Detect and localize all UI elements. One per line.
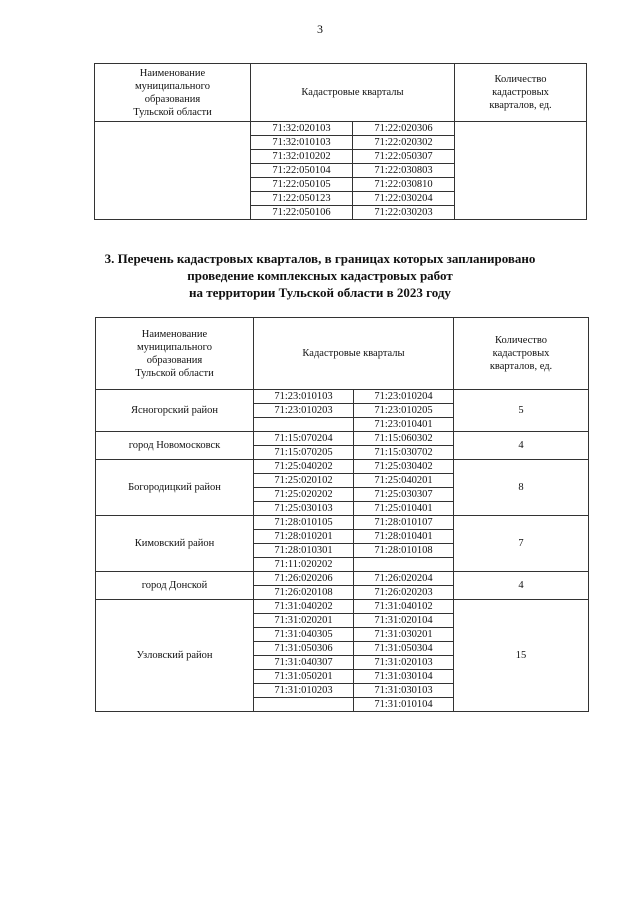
quarter-cell: 71:22:050123 [251, 192, 353, 206]
municipality-header: Наименование муниципального образования Тульской области [96, 318, 254, 390]
quarter-cell: 71:22:050104 [251, 164, 353, 178]
quarter-cell: 71:22:030204 [353, 192, 455, 206]
quarter-cell: 71:32:020103 [251, 122, 353, 136]
quarter-cell: 71:25:040201 [354, 474, 454, 488]
quarter-cell: 71:26:020206 [254, 572, 354, 586]
municipality-name: город Новомосковск [96, 432, 254, 460]
quarter-cell: 71:23:010203 [254, 404, 354, 418]
quarter-cell: 71:28:010105 [254, 516, 354, 530]
quarter-cell: 71:28:010401 [354, 530, 454, 544]
table-row [95, 122, 587, 136]
quarter-cell: 71:25:040202 [254, 460, 354, 474]
quarter-cell: 71:23:010103 [254, 390, 354, 404]
quarter-cell: 71:31:040307 [254, 656, 354, 670]
municipality-header: Наименование муниципального образования Тульской области [95, 64, 251, 122]
quarter-cell: 71:31:040102 [354, 600, 454, 614]
quarter-count: 15 [454, 600, 589, 712]
quarter-cell: 71:31:050306 [254, 642, 354, 656]
table-row [96, 432, 589, 446]
table-row [96, 600, 589, 614]
quarter-cell: 71:31:020201 [254, 614, 354, 628]
quarter-cell: 71:31:030103 [354, 684, 454, 698]
quarter-cell: 71:32:010103 [251, 136, 353, 150]
section-heading-line: 3. Перечень кадастровых кварталов, в границах которых запланировано [104, 251, 536, 266]
quarter-cell: 71:22:020302 [353, 136, 455, 150]
quarter-cell: 71:26:020203 [354, 586, 454, 600]
quarter-count: 5 [454, 390, 589, 432]
quarters-header: Кадастровые кварталы [254, 318, 454, 390]
quarter-cell: 71:22:050105 [251, 178, 353, 192]
quarter-cell: 71:15:030702 [354, 446, 454, 460]
table-row [96, 572, 589, 586]
cadastral-table-2023 [95, 317, 589, 712]
quarter-cell: 71:25:020102 [254, 474, 354, 488]
quarter-cell: 71:26:020204 [354, 572, 454, 586]
section-heading-line: проведение комплексных кадастровых работ [187, 268, 453, 283]
quarter-cell: 71:28:010108 [354, 544, 454, 558]
quarter-cell: 71:25:030103 [254, 502, 354, 516]
quarter-cell: 71:15:070205 [254, 446, 354, 460]
quarter-count: 4 [454, 572, 589, 600]
quarter-cell: 71:22:030203 [353, 206, 455, 220]
quarter-cell: 71:22:050106 [251, 206, 353, 220]
quarter-cell: 71:32:010202 [251, 150, 353, 164]
section-heading [40, 250, 600, 301]
quarters-header: Кадастровые кварталы [251, 64, 455, 122]
count-cell [455, 122, 587, 220]
table-row [96, 390, 589, 404]
municipality-cell [95, 122, 251, 220]
quarter-cell: 71:25:030307 [354, 488, 454, 502]
quarter-cell: 71:25:010401 [354, 502, 454, 516]
quarter-cell: 71:22:030803 [353, 164, 455, 178]
page-number: 3 [317, 22, 323, 36]
quarter-cell: 71:15:070204 [254, 432, 354, 446]
table-header-row [96, 318, 589, 390]
quarter-cell [254, 698, 354, 712]
quarter-cell: 71:28:010201 [254, 530, 354, 544]
quarter-cell: 71:31:030104 [354, 670, 454, 684]
quarter-cell: 71:25:020202 [254, 488, 354, 502]
quarter-cell: 71:31:030201 [354, 628, 454, 642]
quarter-cell: 71:31:010104 [354, 698, 454, 712]
quarter-cell: 71:31:010203 [254, 684, 354, 698]
quarter-cell: 71:31:020103 [354, 656, 454, 670]
quarter-count: 8 [454, 460, 589, 516]
quarter-cell: 71:22:020306 [353, 122, 455, 136]
quarter-cell [254, 418, 354, 432]
quarter-cell: 71:28:010107 [354, 516, 454, 530]
cadastral-table-continued [94, 63, 587, 220]
table-row [96, 460, 589, 474]
quarter-cell: 71:31:040305 [254, 628, 354, 642]
quarter-count: 4 [454, 432, 589, 460]
quarter-cell: 71:11:020202 [254, 558, 354, 572]
quarter-cell: 71:31:020104 [354, 614, 454, 628]
quarter-cell: 71:15:060302 [354, 432, 454, 446]
quarter-cell: 71:26:020108 [254, 586, 354, 600]
quarter-cell: 71:28:010301 [254, 544, 354, 558]
count-header: Количество кадастровых кварталов, ед. [454, 318, 589, 390]
quarter-cell: 71:25:030402 [354, 460, 454, 474]
quarter-cell: 71:31:050201 [254, 670, 354, 684]
municipality-name: Узловский район [96, 600, 254, 712]
quarter-cell: 71:22:050307 [353, 150, 455, 164]
table-header-row [95, 64, 587, 122]
quarter-cell: 71:23:010205 [354, 404, 454, 418]
table-row [96, 516, 589, 530]
quarter-cell: 71:23:010204 [354, 390, 454, 404]
quarter-cell: 71:31:050304 [354, 642, 454, 656]
quarter-cell [354, 558, 454, 572]
municipality-name: Ясногорский район [96, 390, 254, 432]
count-header: Количество кадастровых кварталов, ед. [455, 64, 587, 122]
quarter-count: 7 [454, 516, 589, 572]
quarter-cell: 71:23:010401 [354, 418, 454, 432]
section-heading-line: на территории Тульской области в 2023 году [189, 285, 451, 300]
municipality-name: город Донской [96, 572, 254, 600]
municipality-name: Богородицкий район [96, 460, 254, 516]
quarter-cell: 71:31:040202 [254, 600, 354, 614]
quarter-cell: 71:22:030810 [353, 178, 455, 192]
municipality-name: Кимовский район [96, 516, 254, 572]
